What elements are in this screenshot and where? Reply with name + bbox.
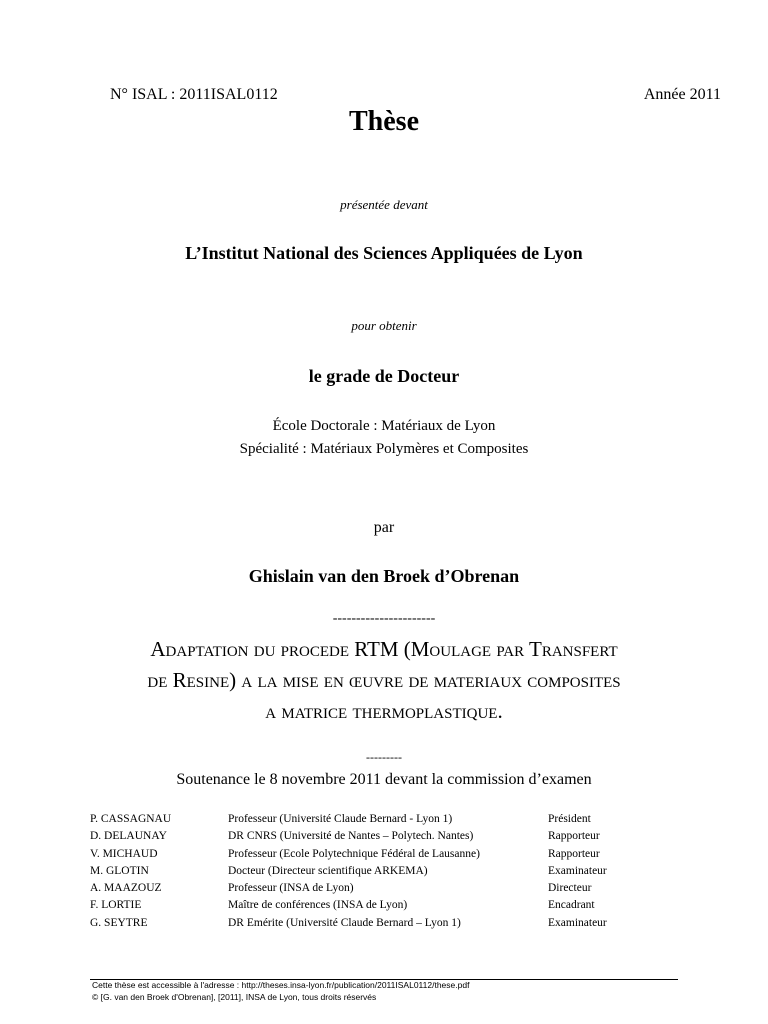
doctoral-school: École Doctorale : Matériaux de Lyon (272, 418, 496, 434)
jury-role: Rapporteur (548, 830, 600, 843)
jury-name: P. CASSAGNAU (90, 813, 172, 825)
jury-role: Encadrant (548, 899, 595, 912)
jury-row (90, 846, 607, 863)
jury-row (90, 828, 607, 845)
jury-row (90, 880, 607, 897)
jury-role: Examinateur (548, 864, 607, 877)
jury-role: Examinateur (548, 916, 607, 929)
jury-name: V. MICHAUD (90, 847, 158, 860)
thesis-title (0, 634, 768, 727)
jury-name: M. GLOTIN (90, 864, 149, 877)
thesis-title-line: a matrice thermoplastique. (265, 699, 503, 723)
degree: le grade de Docteur (308, 366, 460, 386)
jury-row (90, 863, 607, 880)
jury-role: Rapporteur (548, 847, 600, 860)
presented-before: présentée devant (340, 197, 428, 212)
jury-position: DR Emérite (Université Claude Bernard – Lyon 1) (228, 916, 461, 929)
jury-role: Président (548, 813, 591, 825)
institution-name: L’Institut National des Sciences Appliquées de Lyon (185, 243, 583, 263)
jury-position: Maître de conférences (INSA de Lyon) (228, 899, 408, 912)
jury-table (90, 811, 607, 932)
thesis-title-line: de Resine) a la mise en œuvre de materiaux composites (147, 668, 621, 692)
to-obtain: pour obtenir (351, 318, 417, 333)
jury-name: D. DELAUNAY (90, 830, 167, 843)
isal-number: N° ISAL : 2011ISAL0112 (110, 86, 278, 103)
footer-access-note: Cette thèse est accessible à l'adresse : http://theses.insa-lyon.fr/publication/2011ISAL0112/these.pdf (92, 980, 470, 990)
jury-position: Professeur (Université Claude Bernard - Lyon 1) (228, 813, 453, 825)
separator: --------- (366, 750, 402, 764)
year: Année 2011 (643, 86, 721, 103)
jury-row (90, 897, 607, 914)
jury-name: G. SEYTRE (90, 916, 148, 929)
thesis-title-line: Adaptation du procede RTM (Moulage par Transfert (150, 637, 618, 661)
author-name: Ghislain van den Broek d’Obrenan (248, 566, 520, 586)
jury-position: Professeur (Ecole Polytechnique Fédéral de Lausanne) (228, 847, 480, 860)
jury-role: Directeur (548, 882, 592, 895)
jury-position: DR CNRS (Université de Nantes – Polytech. Nantes) (228, 830, 474, 843)
by-label: par (373, 519, 395, 536)
jury-name: F. LORTIE (90, 899, 142, 912)
jury-row (90, 915, 607, 932)
footer-copyright: © [G. van den Broek d'Obrenan], [2011], INSA de Lyon, tous droits réservés (92, 992, 377, 1002)
speciality: Spécialité : Matériaux Polymères et Composites (239, 441, 529, 457)
document-type: Thèse (349, 106, 419, 137)
jury-position: Professeur (INSA de Lyon) (228, 882, 354, 895)
jury-row (90, 811, 607, 828)
separator: ---------------------- (332, 611, 436, 626)
jury-position: Docteur (Directeur scientifique ARKEMA) (228, 864, 428, 877)
jury-name: A. MAAZOUZ (90, 882, 162, 895)
defense-statement: Soutenance le 8 novembre 2011 devant la commission d’examen (176, 771, 592, 788)
